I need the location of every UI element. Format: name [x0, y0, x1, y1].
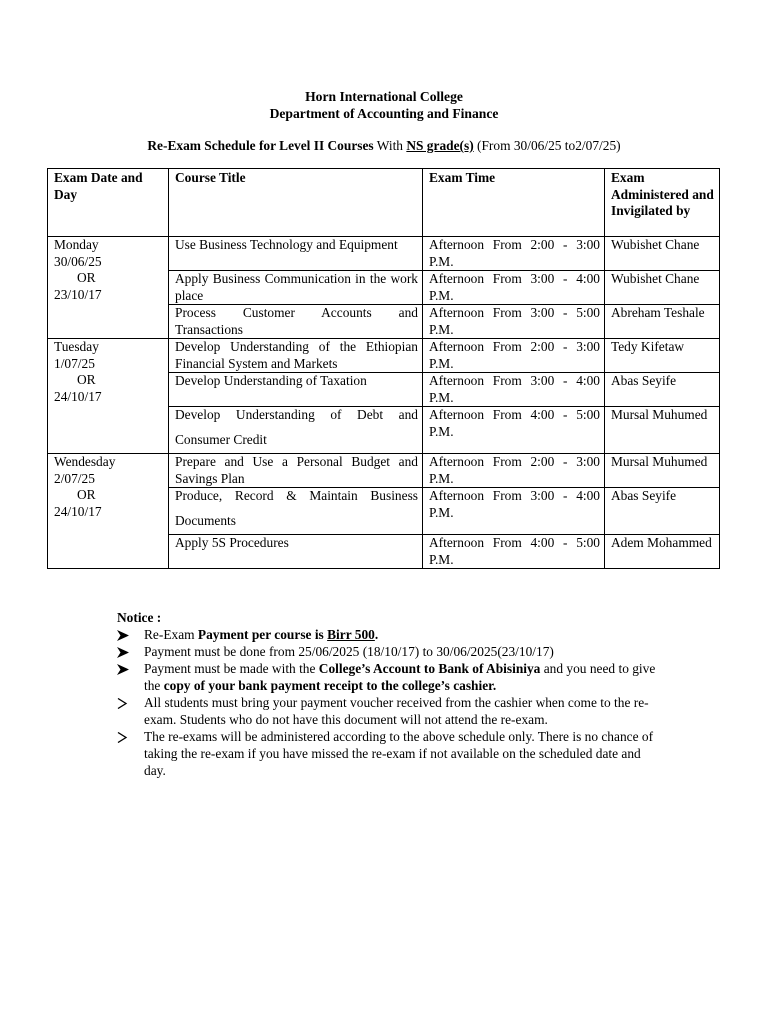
payment-amount: Birr 500	[327, 627, 375, 642]
notice-text: Payment must be done from 25/06/2025 (18/10/17) to 30/06/2025(23/10/17)	[144, 644, 554, 659]
exam-time: Afternoon From 3:00 - 4:00 P.M.	[423, 373, 605, 407]
invigilator: Abreham Teshale	[605, 305, 720, 339]
day-alt-date: 23/10/17	[54, 286, 102, 302]
course-title: Apply 5S Procedures	[169, 535, 423, 569]
notice-bold-text: .	[374, 627, 379, 642]
notice-item	[117, 626, 657, 643]
course-title: Develop Understanding of Taxation	[169, 373, 423, 407]
subtitle-title: Re-Exam Schedule for Level II Courses	[147, 138, 374, 153]
course-title-line2: Consumer Credit	[175, 431, 267, 447]
subtitle-with: With	[373, 138, 407, 153]
course-title: Apply Business Communication in the work place	[169, 271, 423, 305]
exam-time: Afternoon From 2:00 - 3:00 P.M.	[423, 454, 605, 488]
notice-item	[117, 660, 657, 694]
notice-item	[117, 643, 657, 660]
schedule-subtitle	[0, 137, 768, 154]
notice-bold-text: Payment per course is	[197, 627, 328, 642]
col-header-time: Exam Time	[423, 169, 605, 237]
arrow-bullet-icon	[117, 694, 131, 709]
exam-time: Afternoon From 4:00 - 5:00 P.M.	[423, 407, 605, 454]
invigilator: Abas Seyife	[605, 373, 720, 407]
day-date: 30/06/25	[54, 253, 102, 269]
day-cell-monday	[48, 237, 169, 339]
notice-bold-text: College’s Account to Bank of Abisiniya	[318, 661, 541, 676]
day-cell-wednesday	[48, 454, 169, 569]
course-title: Process Customer Accounts and Transactions	[169, 305, 423, 339]
day-date: 1/07/25	[54, 355, 95, 371]
arrow-bullet-icon	[117, 643, 131, 658]
notice-text: Re-Exam	[144, 627, 198, 642]
notice-item	[117, 694, 657, 728]
day-name: Tuesday	[54, 339, 99, 354]
arrow-bullet-icon	[117, 728, 131, 743]
course-title-line2: Documents	[175, 512, 236, 528]
col-header-date: Exam Date and Day	[48, 169, 169, 237]
invigilator: Abas Seyife	[605, 488, 720, 535]
notice-text: and you need to give the	[144, 661, 656, 693]
department-name: Department of Accounting and Finance	[269, 106, 499, 121]
exam-time: Afternoon From 3:00 - 4:00 P.M.	[423, 488, 605, 535]
table-row	[48, 454, 720, 488]
course-title	[169, 407, 423, 454]
exam-time: Afternoon From 4:00 - 5:00 P.M.	[423, 535, 605, 569]
course-title	[169, 488, 423, 535]
day-name: Wendesday	[54, 454, 116, 469]
notice-section	[117, 609, 657, 779]
exam-time: Afternoon From 3:00 - 5:00 P.M.	[423, 305, 605, 339]
invigilator: Adem Mohammed	[605, 535, 720, 569]
table-header-row	[48, 169, 720, 237]
notice-item	[117, 728, 657, 779]
course-title: Develop Understanding of the Ethiopian Financial System and Markets	[169, 339, 423, 373]
col-header-invigilator: Exam Administered and Invigilated by	[605, 169, 720, 237]
notice-text: The re-exams will be administered according to the above schedule only. There is no chance of taking the re-exam if you have missed the re-exam if not available on the scheduled date and day.	[144, 729, 654, 778]
arrow-bullet-icon	[117, 660, 131, 675]
col-header-course: Course Title	[169, 169, 423, 237]
table-row	[48, 237, 720, 271]
notice-text: All students must bring your payment voucher received from the cashier when come to the re-exam. Students who do not have this document will not attend the re-exam.	[144, 695, 649, 727]
day-date: 2/07/25	[54, 470, 95, 486]
day-alt-date: 24/10/17	[54, 503, 102, 519]
day-or: OR	[77, 270, 96, 285]
day-alt-date: 24/10/17	[54, 388, 102, 404]
invigilator: Wubishet Chane	[605, 271, 720, 305]
notice-text: Payment must be made with the	[144, 661, 319, 676]
subtitle-date-range: (From 30/06/25 to2/07/25)	[473, 138, 621, 153]
notice-bold-text: copy of your bank payment receipt to the college’s cashier.	[163, 678, 497, 693]
invigilator: Wubishet Chane	[605, 237, 720, 271]
day-cell-tuesday	[48, 339, 169, 454]
invigilator: Mursal Muhumed	[605, 407, 720, 454]
exam-schedule-table	[47, 168, 720, 569]
exam-time: Afternoon From 3:00 - 4:00 P.M.	[423, 271, 605, 305]
day-or: OR	[77, 372, 96, 387]
course-title: Use Business Technology and Equipment	[169, 237, 423, 271]
exam-time: Afternoon From 2:00 - 3:00 P.M.	[423, 339, 605, 373]
college-name: Horn International College	[305, 89, 463, 104]
course-title: Prepare and Use a Personal Budget and Savings Plan	[169, 454, 423, 488]
arrow-bullet-icon	[117, 626, 131, 641]
notice-title: Notice :	[117, 610, 162, 625]
day-name: Monday	[54, 237, 99, 252]
course-title-line1: Produce, Record & Maintain Business	[175, 488, 418, 503]
exam-time: Afternoon From 2:00 - 3:00 P.M.	[423, 237, 605, 271]
table-row	[48, 339, 720, 373]
subtitle-ns-grades: NS grade(s)	[406, 138, 474, 153]
invigilator: Mursal Muhumed	[605, 454, 720, 488]
course-title-line1: Develop Understanding of Debt and	[175, 407, 418, 422]
invigilator: Tedy Kifetaw	[605, 339, 720, 373]
day-or: OR	[77, 487, 96, 502]
